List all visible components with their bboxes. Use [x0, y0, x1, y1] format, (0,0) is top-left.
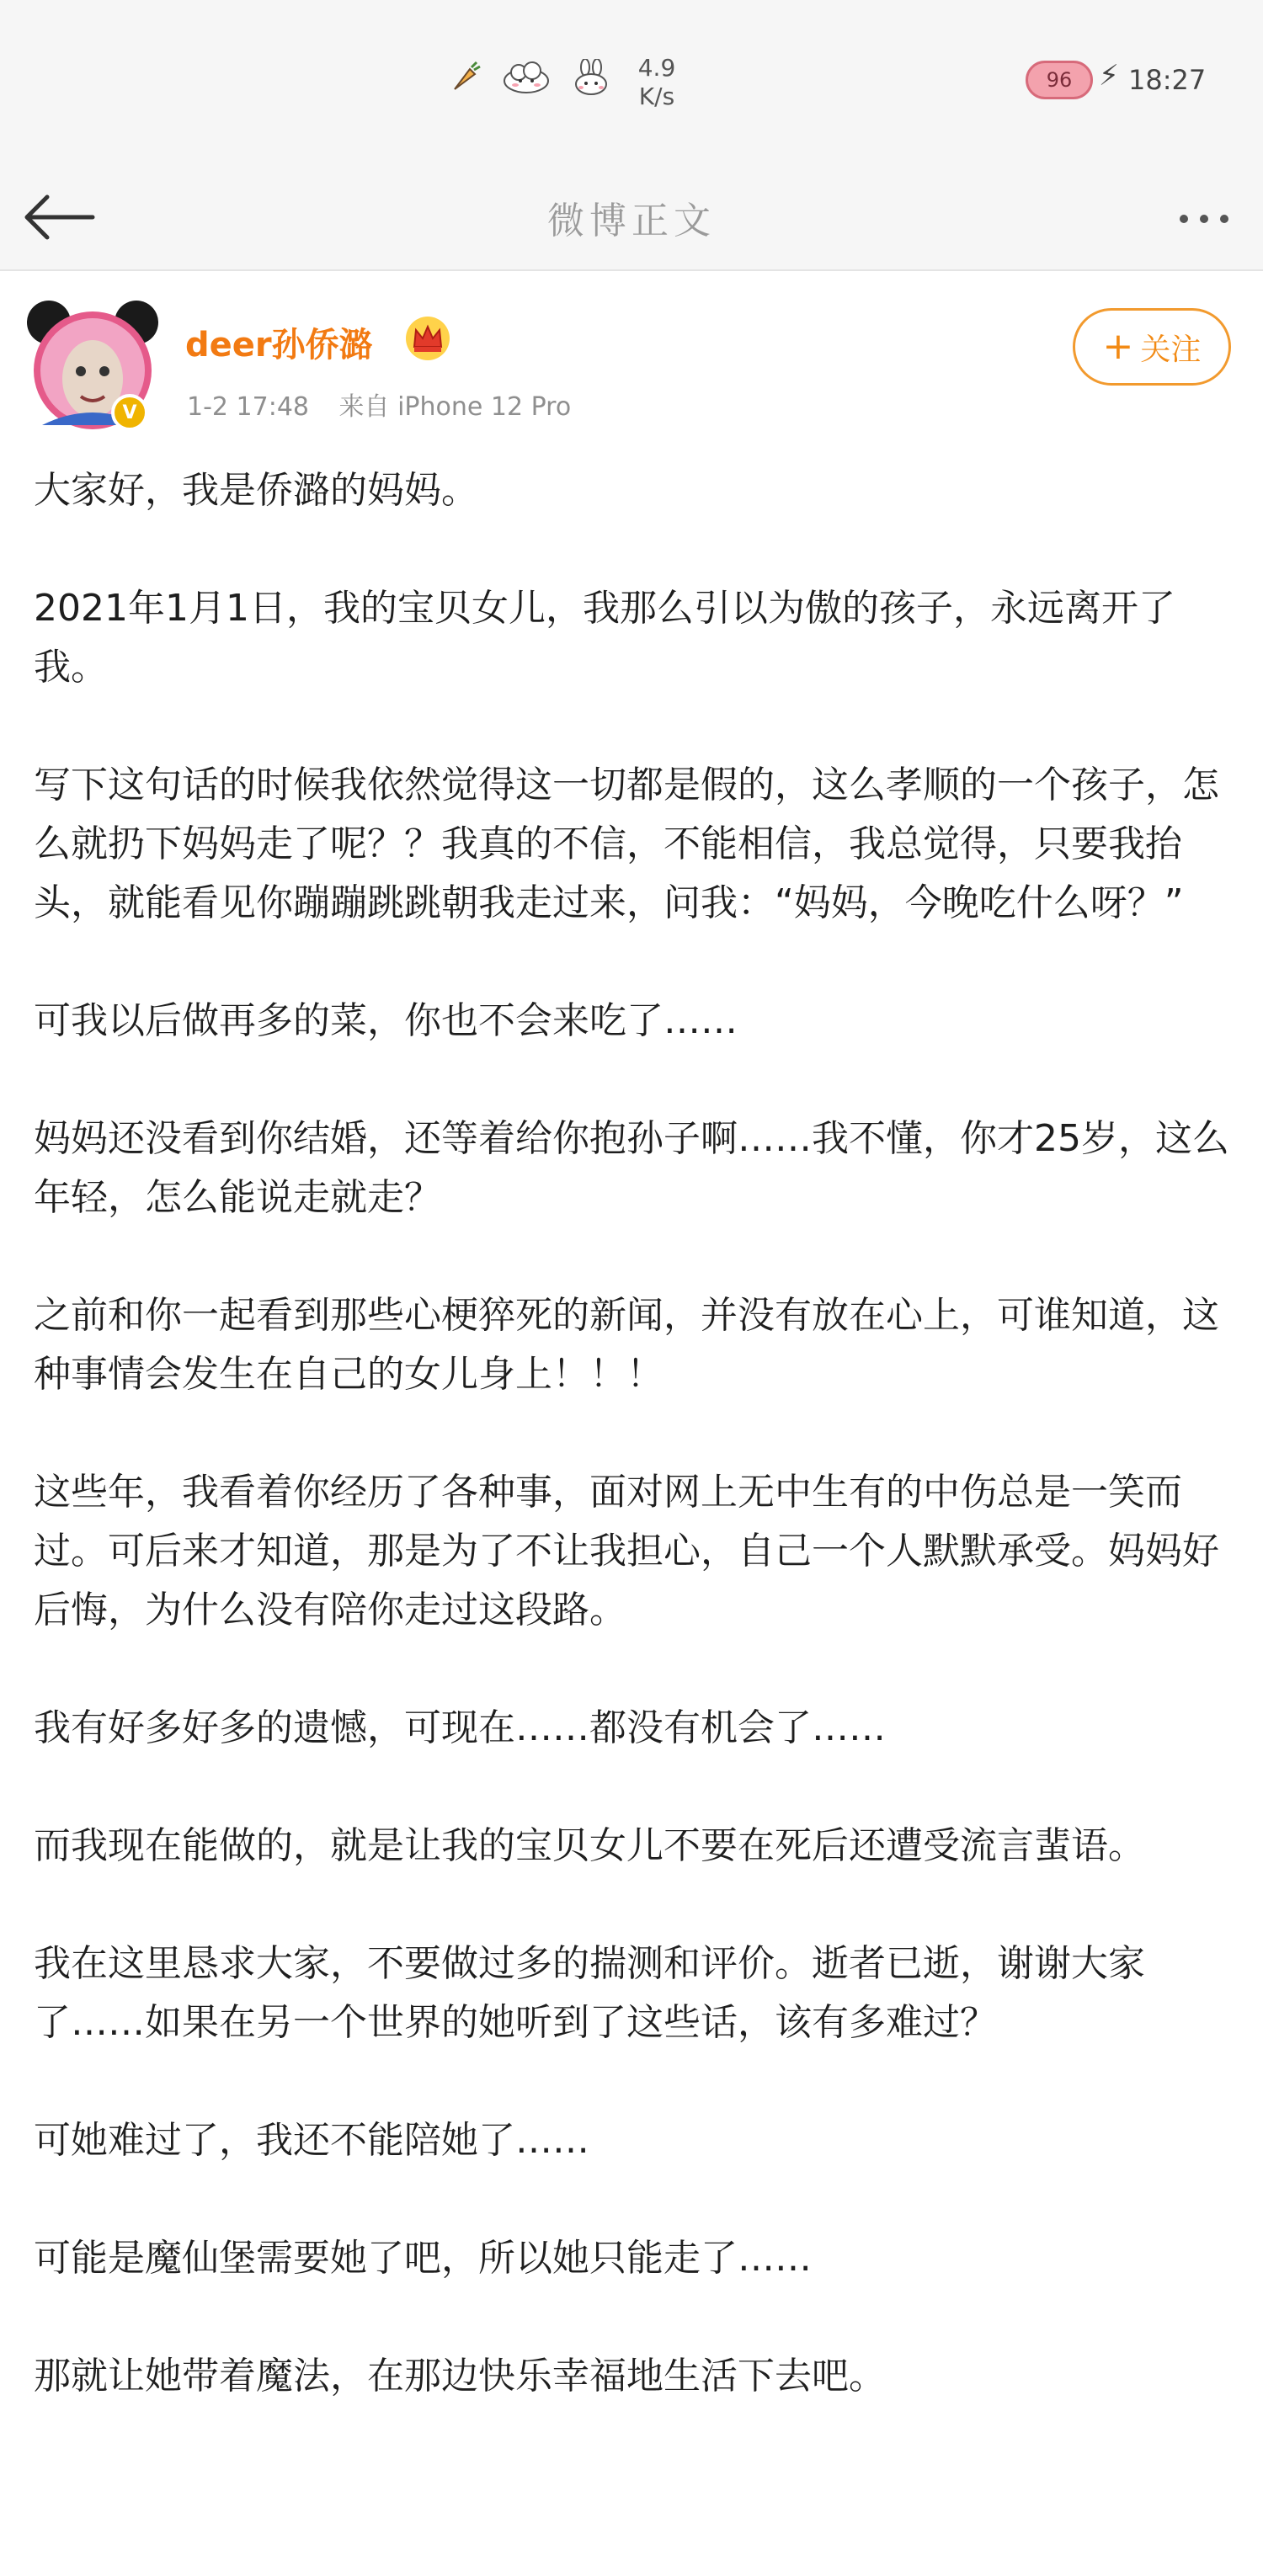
post-paragraph: 我在这里恳求大家，不要做过多的揣测和评价。逝者已逝，谢谢大家了……如果在另一个世界的她听到了这些话，该有多难过？ — [34, 1942, 1145, 2044]
post-paragraph: 妈妈还没看到你结婚，还等着给你抱孙子啊……我不懂，你才25岁，这么年轻，怎么能说走就走？ — [34, 1117, 1229, 1219]
follow-label: 关注 — [1140, 332, 1202, 367]
username[interactable]: deer孙侨潞 — [185, 326, 373, 365]
battery-indicator: 96 — [1026, 61, 1093, 99]
more-dots-icon — [1180, 215, 1188, 223]
plus-icon: + — [1102, 325, 1134, 368]
post-paragraph: 而我现在能做的，就是让我的宝贝女儿不要在死后还遭受流言蜚语。 — [34, 1824, 1145, 1867]
crown-icon — [404, 315, 451, 362]
post-paragraph: 可能是魔仙堡需要她了吧，所以她只能走了…… — [34, 2237, 812, 2280]
post-header — [0, 286, 1263, 455]
post-paragraph: 我有好多好多的遗憾，可现在……都没有机会了…… — [34, 1706, 886, 1749]
bunny-sticker-icon — [569, 59, 613, 96]
post-paragraph: 2021年1月1日，我的宝贝女儿，我那么引以为傲的孩子，永远离开了我。 — [34, 587, 1175, 689]
post-paragraph: 可她难过了，我还不能陪她了…… — [34, 2119, 589, 2162]
charging-bolt-icon: ⚡ — [1099, 59, 1119, 93]
post-paragraph: 可我以后做再多的菜，你也不会来吃了…… — [34, 999, 738, 1042]
post-paragraph: 写下这句话的时候我依然觉得这一切都是假的，这么孝顺的一个孩子，怎么就扔下妈妈走了呢？？我真的不信，不能相信，我总觉得，只要我抬头，就能看见你蹦蹦跳跳朝我走过来，问我：“妈妈，今晚吃什么呀？” — [34, 764, 1219, 924]
post-paragraph: 之前和你一起看到那些心梗猝死的新闻，并没有放在心上，可谁知道，这种事情会发生在自己的女儿身上！！！ — [34, 1294, 1219, 1396]
status-bar — [0, 0, 1263, 160]
cloud-sticker-icon — [500, 59, 552, 96]
status-stickers — [446, 59, 613, 96]
post-source: 来自 iPhone 12 Pro — [338, 392, 572, 422]
more-button[interactable] — [1162, 194, 1246, 244]
status-time: 18:27 — [1128, 64, 1207, 96]
verified-v-icon: V — [111, 394, 148, 431]
post-paragraph: 那就让她带着魔法，在那边快乐幸福地生活下去吧。 — [34, 2355, 886, 2398]
carrot-sticker-icon — [446, 59, 483, 96]
follow-button[interactable] — [1073, 308, 1231, 386]
post-paragraph: 大家好，我是侨潞的妈妈。 — [34, 469, 478, 512]
post-paragraph: 这些年，我看着你经历了各种事，面对网上无中生有的中伤总是一笑而过。可后来才知道，那是为了不让我担心，自己一个人默默承受。妈妈好后悔，为什么没有陪你走过这段路。 — [34, 1471, 1219, 1631]
post-meta — [187, 386, 593, 423]
network-speed-value: 4.9 — [637, 54, 676, 82]
nav-bar — [0, 160, 1263, 271]
post-body — [34, 461, 1238, 2465]
network-speed — [627, 54, 686, 111]
post-date: 1-2 17:48 — [187, 392, 309, 422]
network-speed-unit: K/s — [638, 82, 675, 110]
page-title: 微博正文 — [547, 200, 716, 242]
